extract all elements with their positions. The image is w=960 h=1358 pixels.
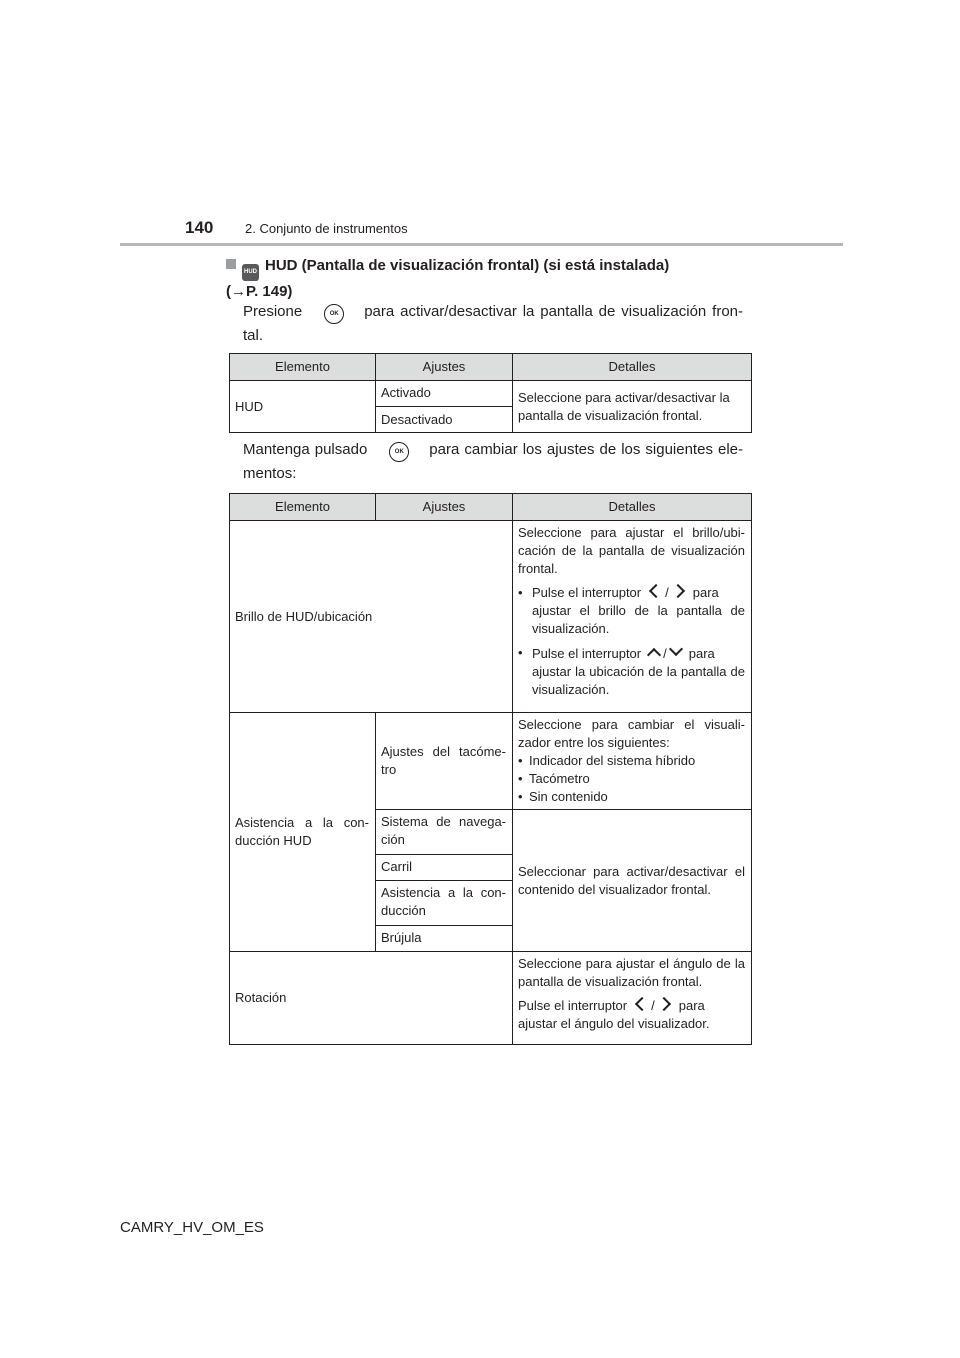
element-cell: Asistencia a la con-ducción HUD bbox=[230, 713, 376, 952]
column-header: Elemento bbox=[230, 354, 376, 381]
table-row bbox=[230, 521, 752, 713]
details-cell: Seleccione para cambiar el visuali-zador entre los siguientes: • Indicador del sistema híbrido • Tacómetro • Sin contenido bbox=[513, 713, 752, 810]
list-item: • Indicador del sistema híbrido bbox=[518, 753, 696, 768]
document-code: CAMRY_HV_OM_ES bbox=[120, 1219, 264, 1236]
subheading bbox=[226, 255, 756, 303]
table-row bbox=[230, 381, 752, 407]
chevron-up-icon bbox=[647, 648, 661, 662]
chevron-left-icon bbox=[635, 997, 649, 1011]
list-item: • Sin contenido bbox=[518, 789, 608, 804]
details-cell: Seleccionar para activar/desactivar el contenido del visualizador frontal. bbox=[513, 810, 752, 952]
list-item: • Tacómetro bbox=[518, 771, 590, 786]
list-item: • Pulse el interruptor / para ajustar el brillo de la pantalla de visualización. bbox=[518, 585, 745, 636]
hud-settings-table bbox=[229, 353, 752, 433]
table-header-row bbox=[230, 354, 752, 381]
chevron-down-icon bbox=[669, 642, 683, 656]
header-divider bbox=[120, 243, 843, 246]
setting-cell: Sistema de navega-ción bbox=[376, 810, 513, 855]
element-cell: Brillo de HUD/ubicación bbox=[230, 521, 513, 713]
table-header-row bbox=[230, 494, 752, 521]
chevron-right-icon bbox=[671, 584, 685, 598]
section-title: 2. Conjunto de instrumentos bbox=[245, 221, 408, 236]
details-cell: Seleccione para ajustar el ángulo de la pantalla de visualización frontal. Pulse el interruptor / para ajustar el ángulo del visualizador. bbox=[513, 952, 752, 1045]
table-row bbox=[230, 952, 752, 1045]
chevron-right-icon bbox=[657, 997, 671, 1011]
instruction-paragraph-1: Presione OK para activar/desactivar la pantalla de visualización fron-tal. bbox=[243, 303, 743, 344]
setting-cell: Asistencia a la con-ducción bbox=[376, 881, 513, 926]
element-cell: Rotación bbox=[230, 952, 513, 1045]
column-header: Detalles bbox=[513, 494, 752, 521]
page-number: 140 bbox=[185, 218, 214, 237]
element-cell: HUD bbox=[230, 381, 376, 433]
subheading-title: HUD (Pantalla de visualización frontal) (si está instalada) bbox=[265, 257, 670, 274]
column-header: Elemento bbox=[230, 494, 376, 521]
list-item: • Pulse el interruptor / para ajustar la ubicación de la pantalla de visualización. bbox=[518, 644, 745, 699]
ok-button-icon: OK bbox=[389, 442, 409, 462]
hud-adjustments-table bbox=[229, 493, 752, 1045]
column-header: Ajustes bbox=[376, 354, 513, 381]
column-header: Ajustes bbox=[376, 494, 513, 521]
details-cell: Seleccione para ajustar el brillo/ubi-cación de la pantalla de visualización frontal. • Pulse el interruptor / para ajustar el brillo de la pantalla de visualización. • Pulse el interruptor / para ajustar la ubicación de la pantalla de visualización. bbox=[513, 521, 752, 713]
details-cell: Seleccione para activar/desactivar la pantalla de visualización frontal. bbox=[513, 381, 752, 433]
setting-cell: Brújula bbox=[376, 926, 513, 952]
square-bullet-icon bbox=[226, 259, 236, 269]
setting-cell: Desactivado bbox=[376, 407, 513, 433]
setting-cell: Activado bbox=[376, 381, 513, 407]
table-row bbox=[230, 713, 752, 810]
column-header: Detalles bbox=[513, 354, 752, 381]
hud-icon: HUD bbox=[242, 264, 259, 281]
ok-button-icon: OK bbox=[324, 304, 344, 324]
chevron-left-icon bbox=[649, 584, 663, 598]
page-reference: (→P. 149) bbox=[226, 283, 293, 300]
setting-cell: Carril bbox=[376, 855, 513, 881]
instruction-paragraph-2: Mantenga pulsado OK para cambiar los ajustes de los siguientes ele-mentos: bbox=[243, 441, 743, 482]
setting-cell: Ajustes del tacóme-tro bbox=[376, 713, 513, 810]
